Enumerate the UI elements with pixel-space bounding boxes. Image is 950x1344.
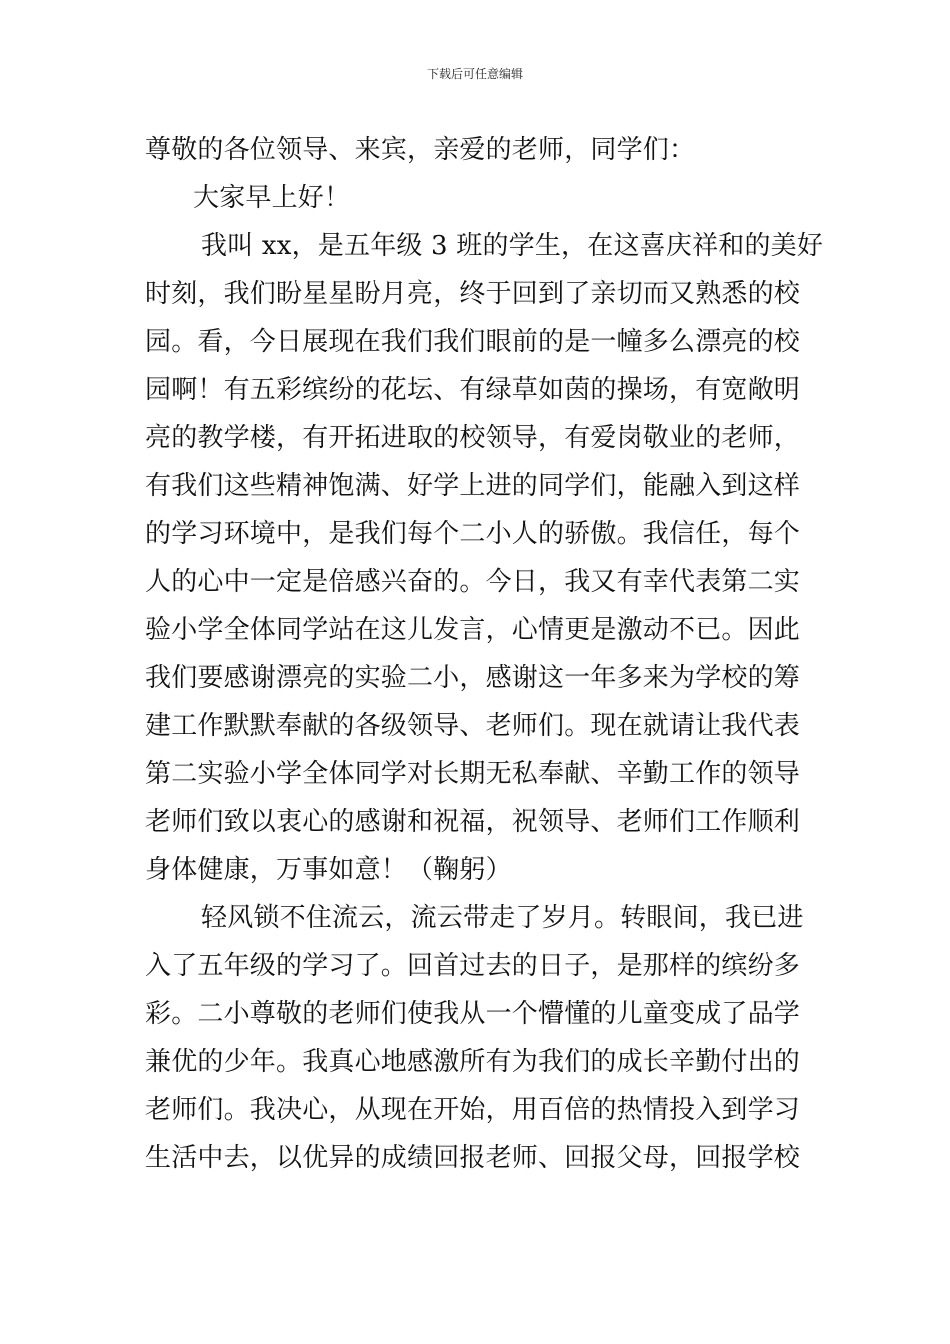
text-line: 园。看，今日展现在我们我们眼前的是一幢多么漂亮的校 — [145, 327, 801, 357]
text-line: 的学习环境中，是我们每个二小人的骄傲。我信任，每个 — [145, 519, 801, 549]
text-line: 身体健康，万事如意！（鞠躬） — [145, 855, 512, 885]
text-line: 验小学全体同学站在这儿发言，心情更是激动不已。因此 — [145, 615, 801, 645]
text-line: 彩。二小尊敬的老师们使我从一个懵懂的儿童变成了品学 — [145, 999, 801, 1029]
text-line: 我叫 xx，是五年级 3 班的学生，在这喜庆祥和的美好 — [201, 231, 824, 261]
text-line: 老师们。我决心，从现在开始，用百倍的热情投入到学习 — [145, 1095, 801, 1125]
text-line: 大家早上好！ — [193, 183, 351, 213]
page-header-note: 下载后可任意编辑 — [426, 67, 523, 81]
text-line: 第二实验小学全体同学对长期无私奉献、辛勤工作的领导 — [145, 759, 801, 789]
text-line: 尊敬的各位领导、来宾，亲爱的老师，同学们： — [145, 135, 696, 165]
text-line: 建工作默默奉献的各级领导、老师们。现在就请让我代表 — [145, 711, 801, 741]
text-line: 人的心中一定是倍感兴奋的。今日，我又有幸代表第二实 — [145, 567, 801, 597]
text-line: 生活中去，以优异的成绩回报老师、回报父母，回报学校 — [145, 1143, 801, 1173]
text-line: 时刻，我们盼星星盼月亮，终于回到了亲切而又熟悉的校 — [145, 279, 801, 309]
text-line: 入了五年级的学习了。回首过去的日子，是那样的缤纷多 — [145, 951, 801, 981]
text-line: 老师们致以衷心的感谢和祝福，祝领导、老师们工作顺利 — [145, 807, 801, 837]
text-line: 有我们这些精神饱满、好学上进的同学们，能融入到这样 — [145, 471, 801, 501]
text-line: 兼优的少年。我真心地感激所有为我们的成长辛勤付出的 — [145, 1047, 801, 1077]
text-line: 园啊！有五彩缤纷的花坛、有绿草如茵的操场，有宽敞明 — [145, 375, 801, 405]
text-line: 轻风锁不住流云，流云带走了岁月。转眼间，我已进 — [201, 903, 804, 933]
text-line: 亮的教学楼，有开拓进取的校领导，有爱岗敬业的老师， — [145, 423, 801, 453]
text-line: 我们要感谢漂亮的实验二小，感谢这一年多来为学校的筹 — [145, 663, 801, 693]
speech-body — [145, 126, 824, 1182]
